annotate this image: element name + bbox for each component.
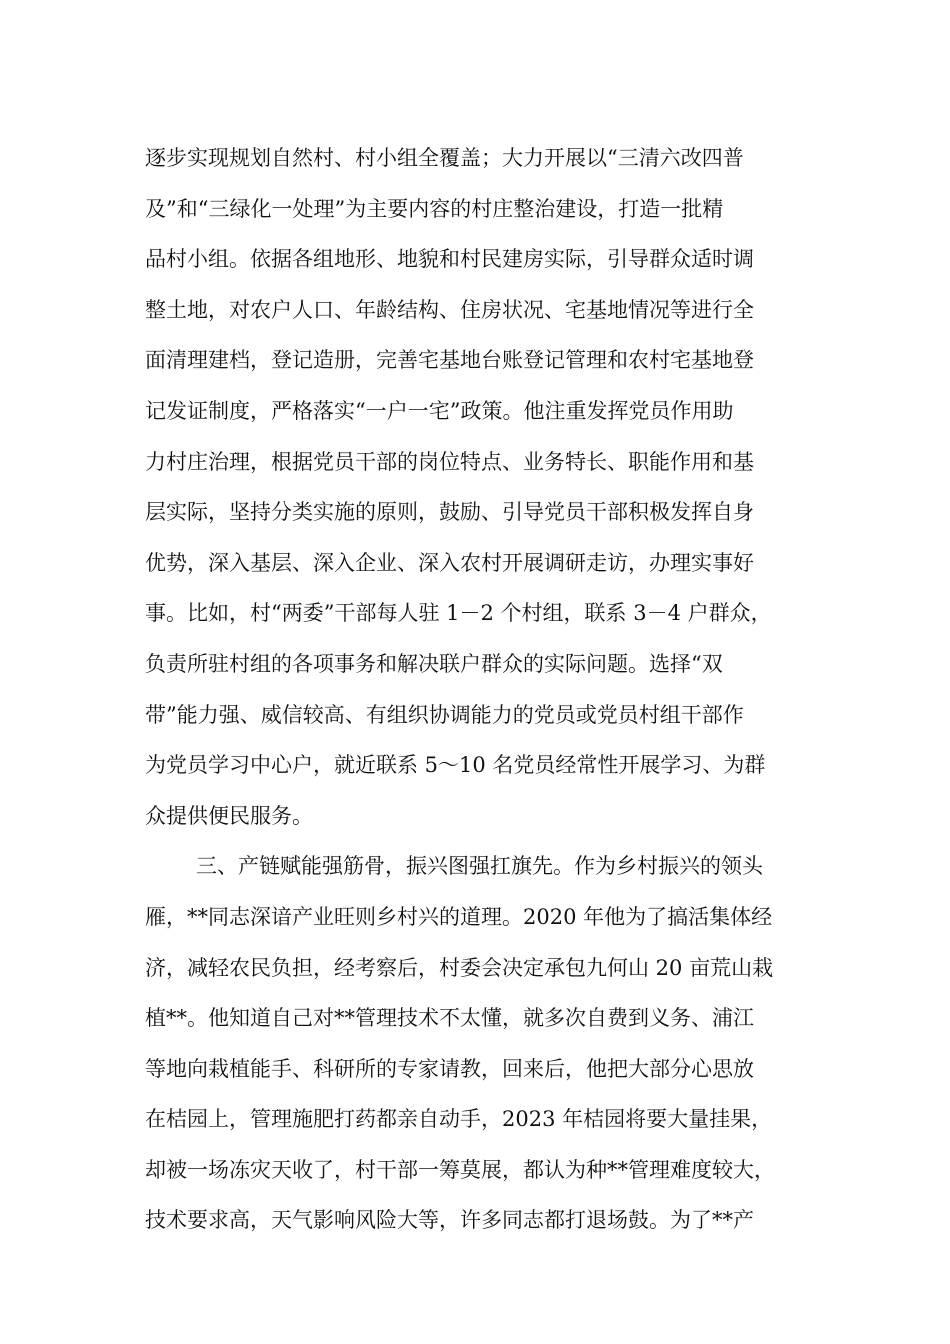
text-line: 技术要求高，天气影响风险大等，许多同志都打退场鼓。为了**产 bbox=[145, 1208, 754, 1233]
text-line: 整土地，对农户人口、年龄结构、住房状况、宅基地情况等进行全 bbox=[145, 297, 754, 322]
text-line: 雁，**同志深谙产业旺则乡村兴的道理。2020 年他为了搞活集体经 bbox=[145, 904, 773, 929]
text-line: 面清理建档，登记造册，完善宅基地台账登记管理和农村宅基地登 bbox=[145, 348, 754, 373]
text-line: 力村庄治理，根据党员干部的岗位特点、业务特长、职能作用和基 bbox=[145, 449, 754, 474]
text-line: 事。比如，村“两委”干部每人驻 1－2 个村组，联系 3－4 户群众， bbox=[145, 601, 772, 626]
text-line: 层实际，坚持分类实施的原则，鼓励、引导党员干部积极发挥自身 bbox=[145, 500, 754, 525]
text-line: 众提供便民服务。 bbox=[145, 803, 313, 828]
paragraph-1 bbox=[145, 133, 835, 841]
text-line: 在桔园上，管理施肥打药都亲自动手，2023 年桔园将要大量挂果， bbox=[145, 1107, 773, 1132]
text-line: 负责所驻村组的各项事务和解决联户群众的实际问题。选择“双 bbox=[145, 651, 723, 676]
text-line: 等地向栽植能手、科研所的专家请教，回来后，他把大部分心思放 bbox=[145, 1056, 754, 1081]
body-text bbox=[145, 133, 835, 1246]
paragraph-2 bbox=[145, 841, 835, 1246]
text-line: 记发证制度，严格落实“一户一宅”政策。他注重发挥党员作用助 bbox=[145, 398, 734, 423]
text-line: 济，减轻农民负担，经考察后，村委会决定承包九何山 20 亩荒山栽 bbox=[145, 955, 774, 980]
text-line: 为党员学习中心户，就近联系 5～10 名党员经常性开展学习、为群 bbox=[145, 753, 766, 778]
text-line: 带”能力强、威信较高、有组织协调能力的党员或党员村组干部作 bbox=[145, 702, 744, 727]
text-line: 品村小组。依据各组地形、地貌和村民建房实际，引导群众适时调 bbox=[145, 247, 754, 272]
section-heading-line: 三、产链赋能强筋骨，振兴图强扛旗先。作为乡村振兴的领头 bbox=[196, 854, 763, 879]
text-line: 植**。他知道自己对**管理技术不太懂，就多次自费到义务、浦江 bbox=[145, 1006, 754, 1031]
text-line: 及”和“三绿化一处理”为主要内容的村庄整治建设，打造一批精 bbox=[145, 196, 724, 221]
text-line: 逐步实现规划自然村、村小组全覆盖；大力开展以“三清六改四普 bbox=[145, 146, 744, 170]
text-line: 却被一场冻灾天收了，村干部一筹莫展，都认为种**管理难度较大， bbox=[145, 1157, 775, 1182]
text-line: 优势，深入基层、深入企业、深入农村开展调研走访，办理实事好 bbox=[145, 550, 754, 575]
